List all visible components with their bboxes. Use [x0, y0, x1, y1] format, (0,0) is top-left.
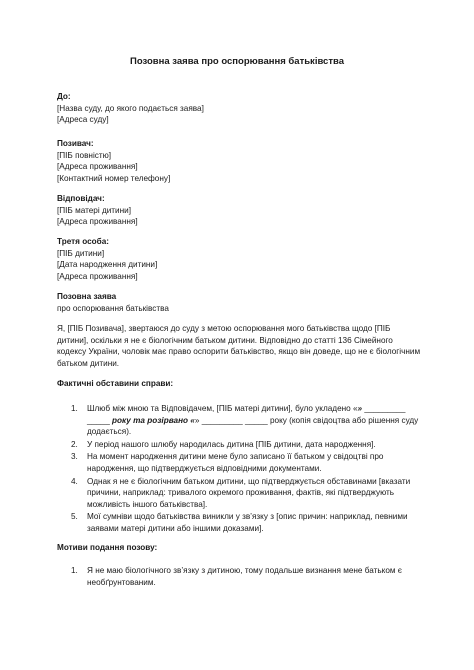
plaintiff-name: [ПІБ повністю] — [57, 150, 112, 160]
defendant-name: [ПІБ матері дитини] — [57, 205, 131, 215]
facts-heading: Фактичні обставини справи: — [57, 379, 174, 388]
defendant-address: [Адреса проживання] — [57, 217, 138, 227]
child-name: [ПІБ дитини] — [57, 248, 105, 258]
list-item-text: На момент народження дитини мене було записано її батьком у свідоцтві про народження, що підтверджується відповідними документами. — [87, 452, 384, 473]
list-number: 3. — [71, 452, 78, 462]
plaintiff-block — [57, 138, 427, 184]
to-block — [57, 91, 427, 126]
court-address: [Адреса суду] — [57, 115, 109, 125]
list-item-text: Однак я не є біологічним батьком дитини, що підтверджується обставинами [вказати причини, наприклад: тривалого окремого проживання, фактів, які підтверджують можливість іншого батьківства]. — [87, 476, 411, 509]
list-number: 1. — [71, 404, 78, 413]
third-party-block — [57, 236, 427, 282]
marriage-quote-close: » — [357, 404, 363, 413]
list-number: 1. — [71, 566, 78, 575]
list-item — [57, 439, 427, 451]
marriage-date-blank: _________ _____ — [87, 404, 406, 425]
motives-heading: Мотиви подання позову: — [57, 543, 158, 552]
facts-list — [57, 403, 427, 536]
list-number: 2. — [71, 439, 78, 449]
court-name: [Назва суду, до якого подається заява] — [57, 103, 204, 113]
defendant-heading: Відповідач: — [57, 194, 105, 203]
list-item — [57, 511, 427, 534]
motives-list — [57, 565, 427, 589]
list-item-text: Мої сумніви щодо батьківства виникли у зв’язку з [опис причин: наприклад, певними заявами матері дитини або іншими доказами]. — [87, 512, 408, 533]
child-birthdate: [Дата народження дитини] — [57, 260, 158, 270]
plaintiff-heading: Позивач: — [57, 139, 94, 148]
intro-paragraph: Я, [ПІБ Позивача], звертаюся до суду з метою оспорювання мого батьківства щодо [ПІБ дитини], оскільки я не є біологічним батьком дитини. Відповідно до статті 136 Сімейного кодексу України, чоловік має право оспорити батьківство, якщо він доведе, що не є біологічним батьком дитини. — [57, 324, 421, 368]
list-number: 4. — [71, 476, 78, 486]
plaintiff-phone: [Контактний номер телефону] — [57, 173, 171, 183]
claim-block — [57, 291, 427, 314]
list-item — [57, 565, 427, 588]
list-item-text: Я не маю біологічного зв’язку з дитиною, тому подальше визнання мене батьком є необґрунтованим. — [87, 566, 402, 587]
plaintiff-address: [Адреса проживання] — [57, 162, 138, 172]
list-item — [57, 451, 427, 474]
claim-heading: Позовна заява — [57, 292, 117, 301]
marriage-text-a: Шлюб між мною та Відповідачем, [ПІБ матері дитини], було укладено « — [87, 404, 358, 413]
defendant-block — [57, 193, 427, 228]
third-party-heading: Третя особа: — [57, 237, 109, 246]
document-title: Позовна заява про оспорювання батьківства — [130, 56, 344, 67]
list-item — [57, 476, 427, 511]
marriage-text-bold: року та розірвано « — [112, 415, 195, 425]
claim-subtitle: про оспорювання батьківства — [57, 303, 169, 313]
to-heading: До: — [57, 92, 71, 101]
child-address: [Адреса проживання] — [57, 271, 138, 281]
list-item — [57, 403, 427, 438]
marriage-text-e: » _________ _____ року (копія свідоцтва або рішення суду додається). — [87, 415, 419, 437]
list-item-text: У період нашого шлюбу народилась дитина [ПІБ дитини, дата народження]. — [87, 439, 376, 449]
list-number: 5. — [71, 512, 78, 522]
